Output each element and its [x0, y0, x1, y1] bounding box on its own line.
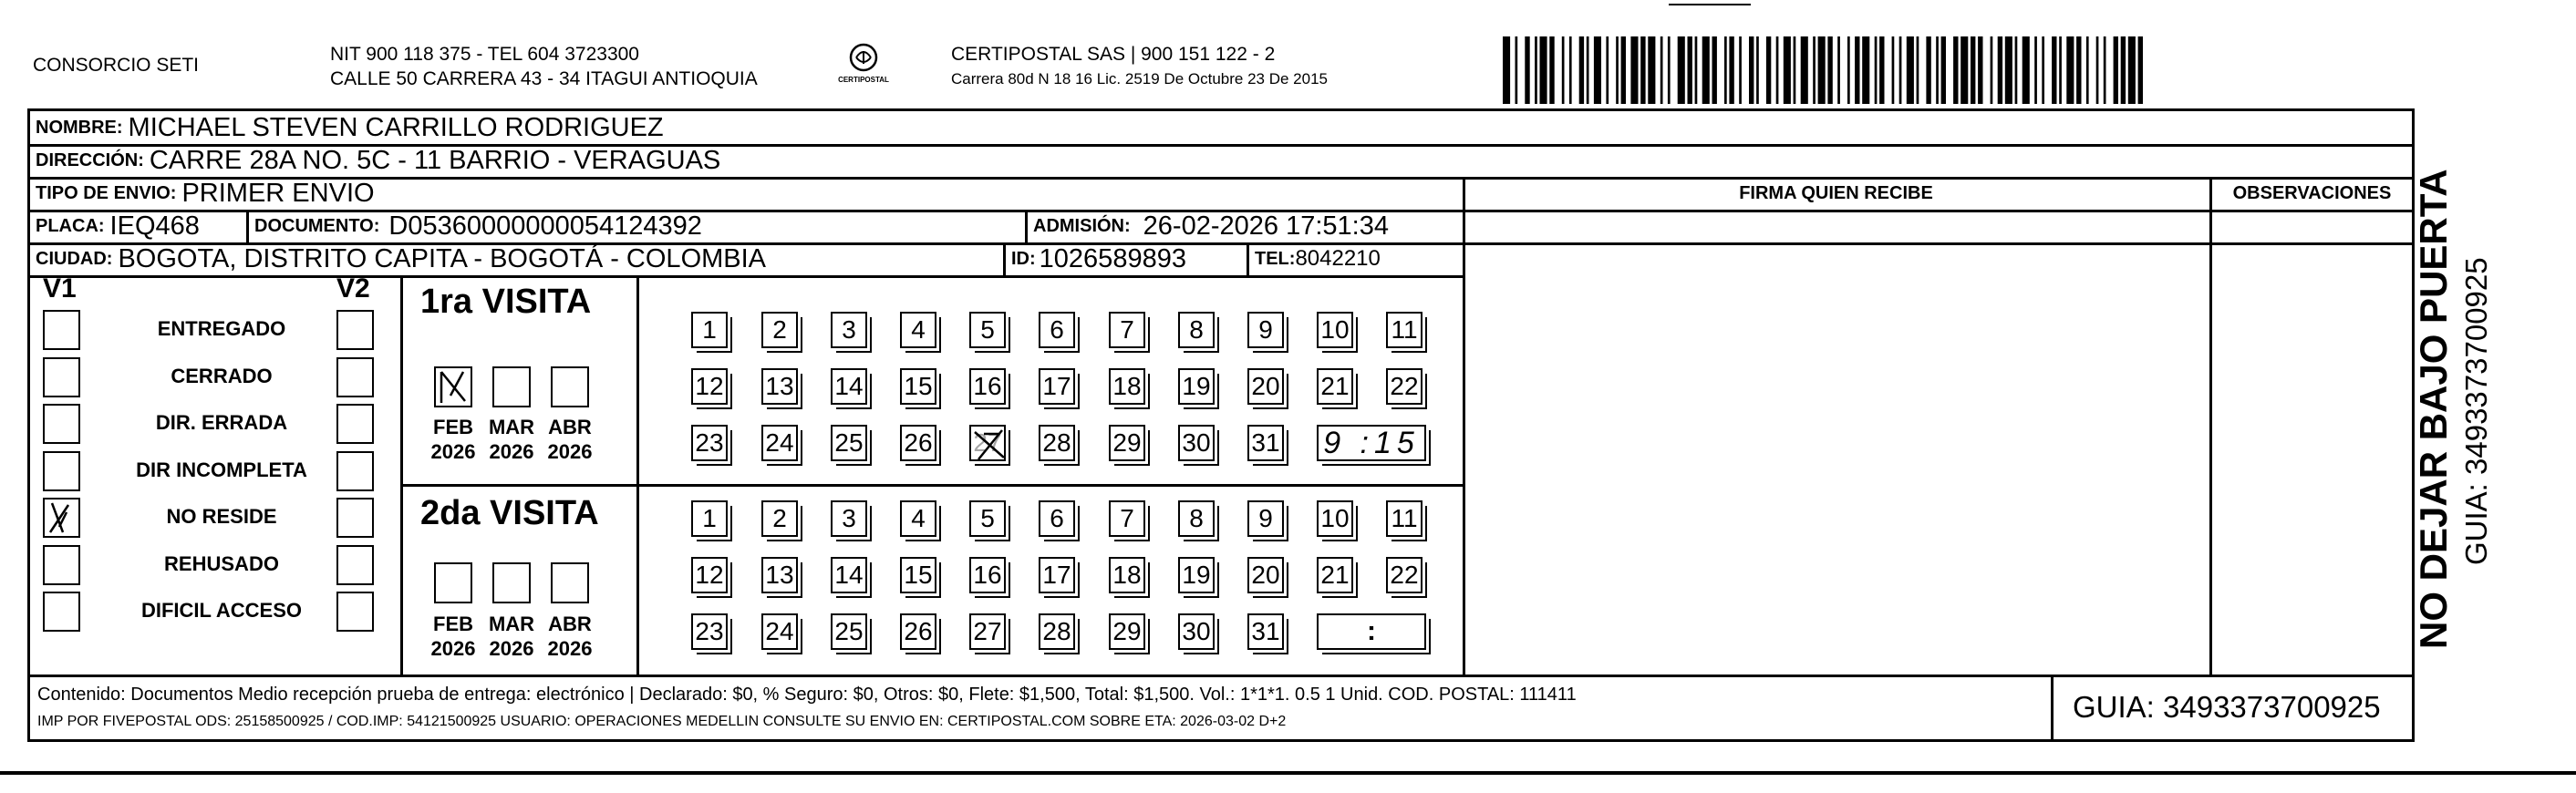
- barcode-bar: [1998, 36, 2002, 104]
- direccion-row: [30, 144, 720, 177]
- ciudad-cell: [30, 242, 766, 275]
- day-box[interactable]: 14: [831, 557, 867, 593]
- day-box[interactable]: 13: [761, 368, 798, 405]
- day-box[interactable]: 6: [1039, 312, 1075, 348]
- barcode-bar: [2096, 36, 2099, 104]
- v2-checkbox[interactable]: [336, 498, 374, 538]
- barcode-bar: [1960, 36, 1968, 104]
- barcode-bar: [1875, 36, 1878, 104]
- day-box[interactable]: 7: [1109, 500, 1145, 537]
- barcode-bar: [1739, 36, 1742, 104]
- barcode-bar: [1978, 36, 1982, 104]
- barcode-bar: [1971, 36, 1975, 104]
- day-box[interactable]: 21: [1317, 368, 1353, 405]
- day-box[interactable]: 25: [831, 425, 867, 461]
- placa-label: PLACA:: [36, 215, 105, 236]
- month-label: FEB 2026: [430, 416, 476, 463]
- barcode-bar: [1953, 36, 1958, 104]
- day-box[interactable]: 3: [831, 312, 867, 348]
- nit-line: NIT 900 118 375 - TEL 604 3723300: [330, 44, 639, 65]
- id-label: ID:: [1011, 248, 1036, 269]
- documento-label: DOCUMENTO:: [254, 215, 380, 236]
- company-name: CONSORCIO SETI: [33, 55, 200, 76]
- nombre-label: NOMBRE:: [36, 117, 123, 138]
- barcode-bar: [1892, 36, 1895, 104]
- day-box[interactable]: 6: [1039, 500, 1075, 537]
- month-label: FEB 2026: [430, 613, 476, 660]
- status-label: DIFICIL ACCESO: [140, 599, 302, 622]
- barcode: [1503, 36, 2205, 104]
- day-box[interactable]: 30: [1178, 613, 1215, 650]
- day-box[interactable]: 16: [969, 368, 1006, 405]
- admision-label: ADMISIÓN:: [1033, 215, 1131, 236]
- v2-checkbox[interactable]: [336, 310, 374, 350]
- status-label: DIR INCOMPLETA: [136, 458, 307, 481]
- certipostal-logo-icon: [843, 42, 884, 73]
- nombre-row: [30, 111, 664, 144]
- barcode-bar: [1749, 36, 1754, 104]
- barcode-bar: [1630, 36, 1638, 104]
- month-checkbox[interactable]: [434, 366, 472, 407]
- side-guia: GUIA: 3493373700925: [2459, 257, 2493, 565]
- tipo-envio-row: [30, 177, 375, 210]
- day-box[interactable]: 2: [761, 500, 798, 537]
- barcode-bar: [1907, 36, 1914, 104]
- day-box[interactable]: 20: [1247, 557, 1284, 593]
- documento-cell: [249, 210, 702, 242]
- day-box[interactable]: 5: [969, 500, 1006, 537]
- nombre-value: MICHAEL STEVEN CARRILLO RODRIGUEZ: [128, 112, 664, 142]
- month-label: MAR 2026: [488, 613, 535, 660]
- day-box[interactable]: 9: [1247, 312, 1284, 348]
- direccion-label: DIRECCIÓN:: [36, 149, 144, 170]
- placa-value: IEQ468: [109, 211, 200, 241]
- barcode-bar: [2076, 36, 2081, 104]
- barcode-bar: [1695, 36, 1698, 104]
- day-box[interactable]: 3: [831, 500, 867, 537]
- barcode-bar: [1926, 36, 1930, 104]
- barcode-bar: [1540, 36, 1547, 104]
- barcode-bar: [1936, 36, 1939, 104]
- barcode-bar: [2114, 36, 2118, 104]
- month-label: MAR 2026: [488, 416, 535, 463]
- day-box[interactable]: 24: [761, 613, 798, 650]
- day-box[interactable]: 22: [1386, 557, 1422, 593]
- day-box[interactable]: 10: [1317, 312, 1353, 348]
- certipostal-logo: CERTIPOSTAL: [832, 42, 895, 84]
- status-label: NO RESIDE: [166, 505, 277, 528]
- barcode-bar: [1525, 36, 1529, 104]
- day-box[interactable]: 23: [691, 613, 728, 650]
- ciudad-value: BOGOTA, DISTRITO CAPITA - BOGOTÁ - COLOMBIA: [118, 243, 767, 273]
- footer-line1: Contenido: Documentos Medio recepción prueba de entrega: electrónico | Declarado: $0, % Seguro: $0, Otros: $0, Flete: $1,500, Total: $1,500. Vol.: 1*1*1. 0.5 1 Unid. COD. POSTAL: 111411: [37, 685, 1577, 705]
- barcode-bar: [1587, 36, 1589, 104]
- license-line: Carrera 80d N 18 16 Lic. 2519 De Octubre 23 De 2015: [951, 70, 1328, 88]
- barcode-bar: [1702, 36, 1710, 104]
- firma-header: [1463, 177, 2209, 210]
- documento-value: D05360000000054124392: [388, 211, 702, 241]
- day-box[interactable]: 21: [1317, 557, 1353, 593]
- day-box[interactable]: 10: [1317, 500, 1353, 537]
- month-checkbox[interactable]: [551, 366, 589, 407]
- observaciones-label: OBSERVACIONES: [2232, 182, 2392, 203]
- tipo-envio-label: TIPO DE ENVIO:: [36, 182, 177, 203]
- day-box[interactable]: 23: [691, 425, 728, 461]
- barcode-bar: [1569, 36, 1572, 104]
- day-box[interactable]: 27: [969, 425, 1006, 461]
- visita2-title: 2da VISITA: [420, 494, 599, 532]
- barcode-bar: [2086, 36, 2089, 104]
- v1-checkbox[interactable]: [43, 404, 80, 444]
- barcode-bar: [1640, 36, 1645, 104]
- shipping-form: [27, 108, 2415, 677]
- day-box[interactable]: 12: [691, 557, 728, 593]
- day-box[interactable]: 29: [1109, 613, 1145, 650]
- day-box[interactable]: 14: [831, 368, 867, 405]
- placa-cell: [30, 210, 267, 242]
- barcode-bar: [1579, 36, 1584, 104]
- barcode-bar: [1766, 36, 1771, 104]
- month-checkbox[interactable]: [492, 562, 531, 603]
- barcode-bar: [1862, 36, 1869, 104]
- id-cell: [1006, 242, 1186, 275]
- v1-checkbox[interactable]: [43, 451, 80, 491]
- bottom-rule: [0, 771, 2576, 775]
- day-box[interactable]: 11: [1386, 312, 1422, 348]
- month-label: ABR 2026: [547, 613, 593, 660]
- day-box[interactable]: 4: [900, 312, 936, 348]
- day-box[interactable]: 24: [761, 425, 798, 461]
- barcode-bar: [1837, 36, 1840, 104]
- barcode-bar: [1729, 36, 1733, 104]
- v2-checkbox[interactable]: [336, 357, 374, 397]
- barcode-bar: [1879, 36, 1884, 104]
- v2-checkbox[interactable]: [336, 451, 374, 491]
- barcode-bar: [2023, 36, 2030, 104]
- v1-checkbox[interactable]: [43, 592, 80, 632]
- barcode-bar: [1756, 36, 1759, 104]
- barcode-bar: [2121, 36, 2126, 104]
- barcode-bar: [1621, 36, 1626, 104]
- barcode-bar: [1616, 36, 1619, 104]
- barcode-bar: [1503, 36, 1510, 104]
- barcode-bar: [1724, 36, 1727, 104]
- barcode-bar: [2138, 36, 2143, 104]
- day-box[interactable]: 19: [1178, 368, 1215, 405]
- v2-label: V2: [336, 273, 370, 304]
- footer-guia: GUIA: 3493373700925: [2073, 690, 2381, 724]
- barcode-bar: [2128, 36, 2136, 104]
- month-checkbox[interactable]: [551, 562, 589, 603]
- check-mark-icon: [45, 499, 78, 536]
- barcode-bar: [1606, 36, 1609, 104]
- month-checkbox[interactable]: [492, 366, 531, 407]
- v1-label: V1: [43, 273, 77, 304]
- barcode-bar: [1549, 36, 1554, 104]
- barcode-bar: [1688, 36, 1692, 104]
- v2-checkbox[interactable]: [336, 545, 374, 585]
- day-box[interactable]: 2: [761, 312, 798, 348]
- day-box[interactable]: 13: [761, 557, 798, 593]
- barcode-bar: [1776, 36, 1779, 104]
- footer-line2: IMP POR FIVEPOSTAL ODS: 25158500925 / COD.IMP: 54121500925 USUARIO: OPERACIONES MEDELLIN CONSULTE SU ENVIO EN: CERTIPOSTAL.COM SOBRE ETA: 2026-03-02 D+2: [37, 714, 1287, 729]
- ciudad-label: CIUDAD:: [36, 248, 113, 269]
- tel-label: TEL:: [1255, 248, 1296, 269]
- barcode-bar: [1516, 36, 1518, 104]
- month-label: ABR 2026: [547, 416, 593, 463]
- barcode-bar: [2015, 36, 2018, 104]
- barcode-bar: [1941, 36, 1946, 104]
- barcode-bar: [1991, 36, 1993, 104]
- v2-checkbox[interactable]: [336, 404, 374, 444]
- day-box[interactable]: 28: [1039, 613, 1075, 650]
- status-label: DIR. ERRADA: [155, 411, 288, 434]
- day-box[interactable]: 8: [1178, 500, 1215, 537]
- direccion-value: CARRE 28A NO. 5C - 11 BARRIO - VERAGUAS: [149, 145, 721, 175]
- barcode-bar: [1784, 36, 1791, 104]
- day-box[interactable]: 15: [900, 557, 936, 593]
- time-box[interactable]: 9 :15: [1317, 425, 1426, 461]
- tel-cell: [1249, 242, 1381, 275]
- day-box[interactable]: 26: [900, 613, 936, 650]
- v1-checkbox[interactable]: [43, 357, 80, 397]
- day-box[interactable]: 9: [1247, 500, 1284, 537]
- day-box[interactable]: 27: [969, 613, 1006, 650]
- no-dejar-bajo-puerta: NO DEJAR BAJO PUERTA: [2412, 169, 2455, 649]
- day-box[interactable]: 22: [1386, 368, 1422, 405]
- barcode-bar: [2034, 36, 2037, 104]
- check-mark-icon: [436, 368, 471, 405]
- day-box[interactable]: 20: [1247, 368, 1284, 405]
- v1-checkbox[interactable]: [43, 310, 80, 350]
- day-box[interactable]: 18: [1109, 557, 1145, 593]
- barcode-bar: [2042, 36, 2044, 104]
- barcode-bar: [2104, 36, 2106, 104]
- barcode-bar: [1827, 36, 1832, 104]
- day-box[interactable]: 1: [691, 312, 728, 348]
- status-label: REHUSADO: [164, 551, 279, 575]
- tipo-envio-value: PRIMER ENVIO: [181, 178, 375, 208]
- barcode-bar: [1813, 36, 1816, 104]
- day-box[interactable]: 1: [691, 500, 728, 537]
- day-box[interactable]: 26: [900, 425, 936, 461]
- day-box[interactable]: 30: [1178, 425, 1215, 461]
- barcode-bar: [1794, 36, 1796, 104]
- day-box[interactable]: 19: [1178, 557, 1215, 593]
- day-box[interactable]: 17: [1039, 557, 1075, 593]
- barcode-bar: [1917, 36, 1919, 104]
- id-value: 1026589893: [1039, 243, 1186, 273]
- barcode-bar: [1660, 36, 1663, 104]
- barcode-bar: [1855, 36, 1859, 104]
- barcode-bar: [1818, 36, 1826, 104]
- v1-checkbox[interactable]: [43, 498, 80, 538]
- admision-cell: [1028, 210, 1389, 242]
- day-box[interactable]: 15: [900, 368, 936, 405]
- day-box[interactable]: 17: [1039, 368, 1075, 405]
- v1-checkbox[interactable]: [43, 545, 80, 585]
- barcode-bar: [2052, 36, 2056, 104]
- day-box[interactable]: 28: [1039, 425, 1075, 461]
- barcode-bar: [1678, 36, 1685, 104]
- day-box[interactable]: 29: [1109, 425, 1145, 461]
- barcode-bar: [1847, 36, 1850, 104]
- day-box[interactable]: 18: [1109, 368, 1145, 405]
- day-box[interactable]: 5: [969, 312, 1006, 348]
- day-box[interactable]: 12: [691, 368, 728, 405]
- status-label: CERRADO: [171, 364, 273, 387]
- barcode-bar: [2059, 36, 2062, 104]
- day-box[interactable]: 8: [1178, 312, 1215, 348]
- tel-value: 8042210: [1295, 246, 1381, 271]
- barcode-bar: [1712, 36, 1717, 104]
- top-mark: [1669, 4, 1751, 5]
- barcode-bar: [1594, 36, 1601, 104]
- day-box[interactable]: 16: [969, 557, 1006, 593]
- day-box[interactable]: 31: [1247, 425, 1284, 461]
- admision-value: 26-02-2026 17:51:34: [1143, 211, 1389, 241]
- certipostal-line: CERTIPOSTAL SAS | 900 151 122 - 2: [951, 44, 1276, 65]
- barcode-bar: [2066, 36, 2074, 104]
- barcode-bar: [1562, 36, 1565, 104]
- barcode-bar: [1668, 36, 1671, 104]
- time-box[interactable]: :: [1317, 613, 1426, 650]
- day-box[interactable]: 4: [900, 500, 936, 537]
- observaciones-header: [2212, 177, 2412, 210]
- status-label: ENTREGADO: [157, 317, 286, 340]
- day-box[interactable]: 31: [1247, 613, 1284, 650]
- day-box[interactable]: 7: [1109, 312, 1145, 348]
- barcode-bar: [1648, 36, 1655, 104]
- address-line: CALLE 50 CARRERA 43 - 34 ITAGUI ANTIOQUIA: [330, 68, 758, 89]
- barcode-bar: [1899, 36, 1902, 104]
- barcode-bar: [1801, 36, 1808, 104]
- barcode-bar: [2005, 36, 2012, 104]
- day-mark-icon: [971, 427, 1008, 463]
- day-box[interactable]: 11: [1386, 500, 1422, 537]
- visita1-title: 1ra VISITA: [420, 283, 592, 321]
- barcode-bar: [1535, 36, 1537, 104]
- month-checkbox[interactable]: [434, 562, 472, 603]
- firma-label: FIRMA QUIEN RECIBE: [1739, 182, 1933, 203]
- day-box[interactable]: 25: [831, 613, 867, 650]
- footer-box: [27, 675, 2415, 742]
- v2-checkbox[interactable]: [336, 592, 374, 632]
